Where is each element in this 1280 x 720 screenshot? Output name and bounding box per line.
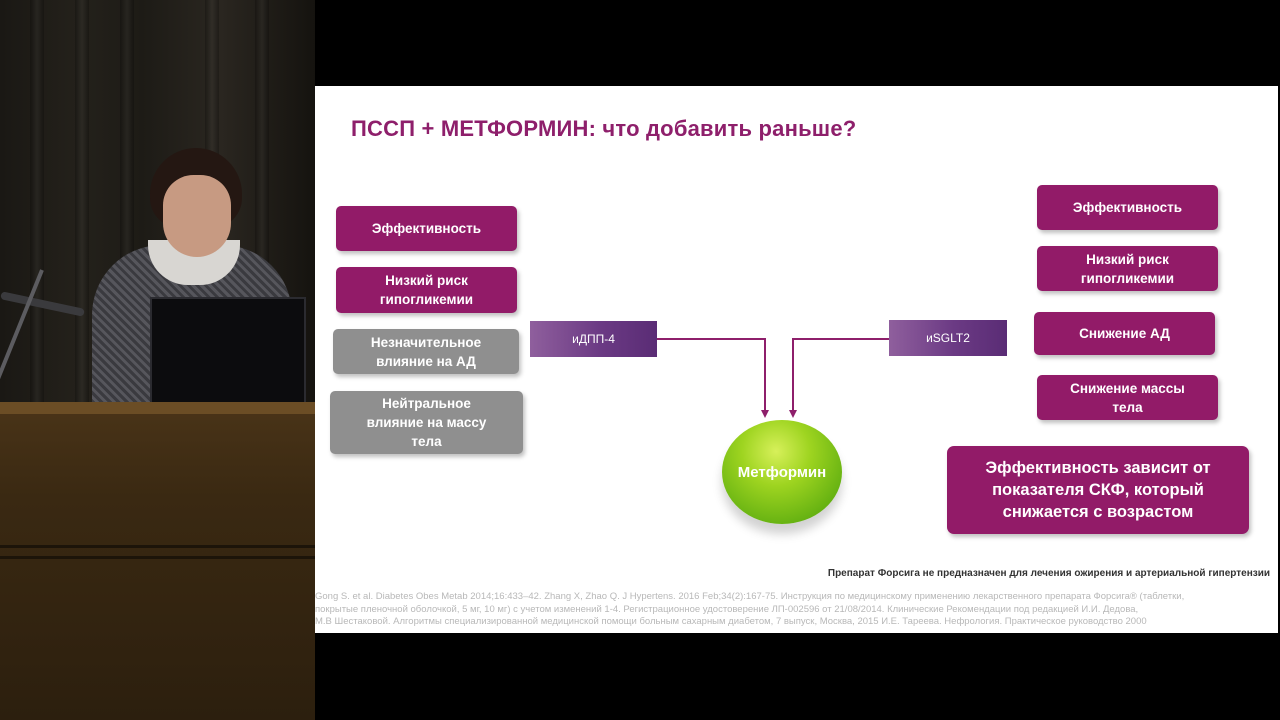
dpp4-drug-label: иДПП-4 [530, 321, 657, 357]
left-effect-body-weight: Нейтральное влияние на массу тела [330, 391, 523, 454]
metformin-circle: Метформин [722, 420, 842, 524]
podium [0, 402, 315, 720]
reference-line: Gong S. et al. Diabetes Obes Metab 2014;16:433–42. Zhang X, Zhao Q. J Hypertens. 2016 Feb;34(2):167-75. Инструкция по медицинскому применению лекарственного препарата Форсига® (таблетки, [315, 591, 1185, 602]
right-benefit-hypoglycemia: Низкий риск гипогликемии [1037, 246, 1218, 291]
connector-line [792, 338, 794, 412]
speaker-video [0, 0, 315, 720]
left-benefit-hypoglycemia: Низкий риск гипогликемии [336, 267, 517, 313]
right-benefit-blood-pressure: Снижение АД [1034, 312, 1215, 355]
sglt2-drug-label: иSGLT2 [889, 320, 1007, 356]
right-benefit-efficacy: Эффективность [1037, 185, 1218, 230]
reference-line: покрытые пленочной оболочкой, 5 мг, 10 мг) с учетом изменений 1-4. Регистрационное удостоверение ЛП-002596 от 21/08/2014. Клинические Рекомендации под редакцией И.И. Дедова, [315, 603, 1139, 615]
curtain-fold [30, 0, 44, 420]
arrow-down-icon [761, 410, 769, 418]
gfr-note-box: Эффективность зависит от показателя СКФ, который снижается с возрастом [947, 446, 1249, 534]
podium-top [0, 402, 315, 414]
left-benefit-efficacy: Эффективность [336, 206, 517, 251]
reference-line: М.В Шестаковой. Алгоритмы специализированной медицинской помощи больным сахарным диабетом, 7 выпуск, Москва, 2015 И.Е. Тареева. Нефрология. Практическое руководство 2000 [315, 616, 1147, 627]
connector-line [792, 338, 889, 340]
disclaimer-text: Препарат Форсига не предназначен для лечения ожирения и артериальной гипертензии [827, 568, 1270, 579]
slide-title: ПССП + МЕТФОРМИН: что добавить раньше? [351, 116, 857, 141]
podium-panel-line [0, 556, 315, 559]
right-benefit-weight-loss: Снижение массы тела [1037, 375, 1218, 420]
connector-line [764, 338, 766, 412]
presentation-slide [315, 86, 1278, 633]
podium-panel-line [0, 545, 315, 548]
laptop-monitor [150, 297, 306, 416]
speaker-face [163, 175, 231, 257]
references [315, 591, 1255, 629]
curtain-fold [75, 0, 89, 420]
connector-line [657, 338, 766, 340]
arrow-down-icon [789, 410, 797, 418]
left-effect-blood-pressure: Незначительное влияние на АД [333, 329, 519, 374]
